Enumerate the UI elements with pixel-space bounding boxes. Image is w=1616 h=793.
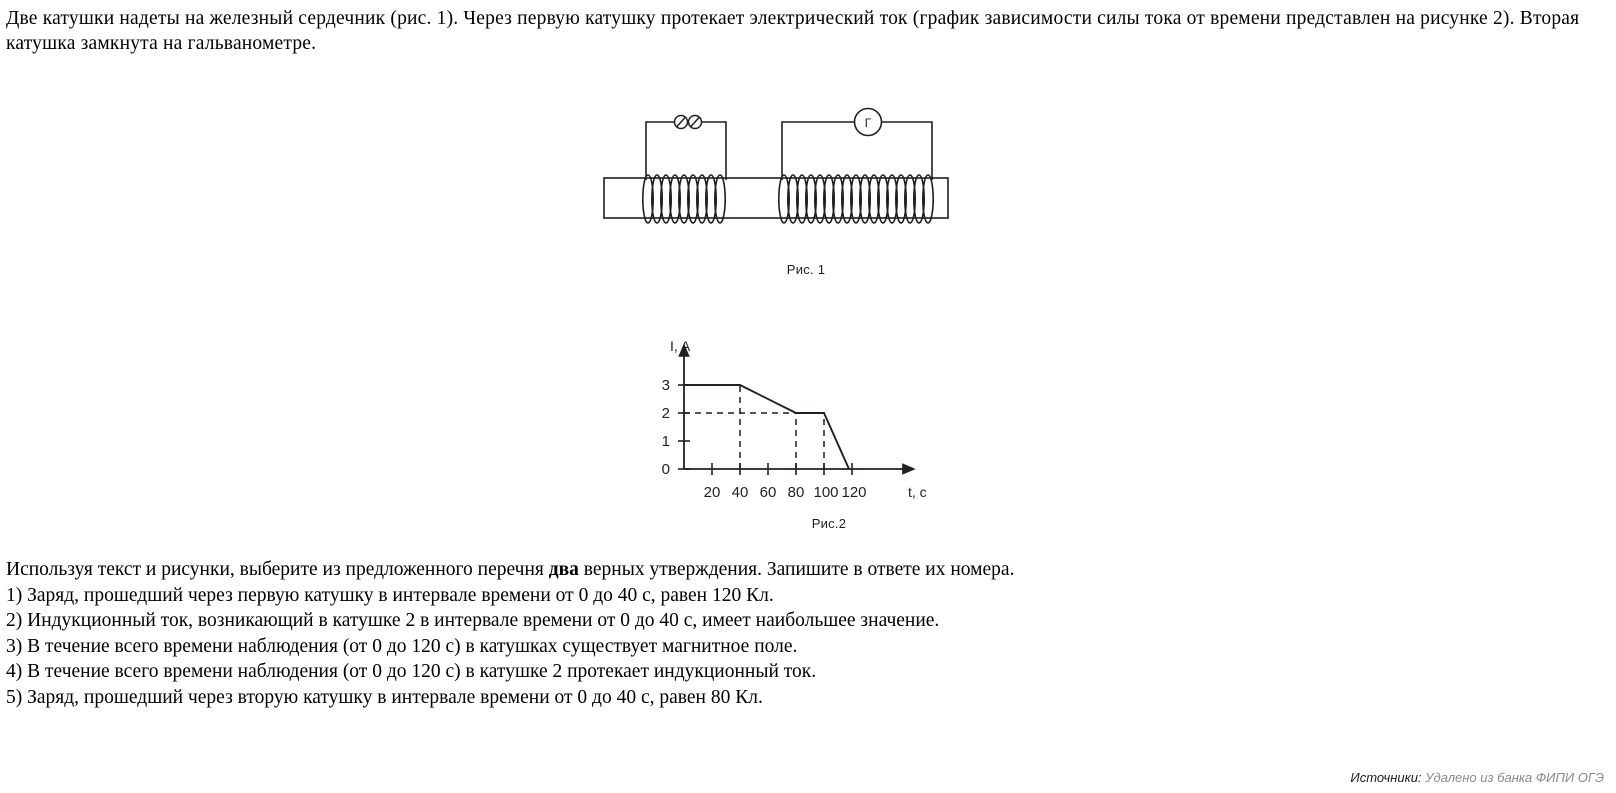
answer-option[interactable]: 4) В течение всего времени наблюдения (от 0 до 120 с) в катушке 2 протекает индукционный ток.: [6, 661, 817, 682]
figure-1-container: [6, 100, 1606, 277]
x-tick-label: 20: [703, 484, 721, 501]
answer-option[interactable]: 1) Заряд, прошедший через первую катушку в интервале времени от 0 до 40 с, равен 120 Кл.: [6, 584, 774, 606]
x-tick-label: 80: [787, 484, 805, 501]
x-tick-labels: [704, 484, 867, 501]
y-tick-labels: [662, 377, 670, 478]
answer-option[interactable]: 2) Индукционный ток, возникающий в катушке 2 в интервале времени от 0 до 40 с, имеет наибольшее значение.: [6, 610, 940, 631]
source-value: Удалено из банка ФИПИ ОГЭ: [1425, 770, 1604, 785]
current-vs-time-chart: [636, 325, 966, 520]
y-tick-label: 2: [661, 405, 670, 422]
y-tick-label: 0: [661, 461, 670, 478]
figure-2-container: [6, 325, 1606, 531]
y-tick-label: 1: [661, 433, 670, 450]
x-tick-label: 40: [731, 484, 749, 501]
answer-option[interactable]: 5) Заряд, прошедший через вторую катушку в интервале времени от 0 до 40 с, равен 80 Кл.: [6, 686, 763, 708]
problem-statement: Две катушки надеты на железный сердечник (рис. 1). Через первую катушку протекает электрический ток (график зависимости силы тока от времени представлен на рисунке 2). Вторая катушка замкнута на гальванометре.: [6, 8, 1580, 54]
x-axis-label: t, c: [908, 484, 927, 500]
x-tick-label: 100: [813, 484, 839, 501]
galvanometer-label: Г: [864, 116, 872, 130]
terminal-icon: [675, 116, 688, 129]
source-label: Источники:: [1350, 770, 1422, 785]
y-tick-label: 3: [661, 377, 670, 394]
question-block: [6, 557, 1606, 710]
answer-option[interactable]: 3) В течение всего времени наблюдения (от 0 до 120 с) в катушках существует магнитное поле.: [6, 635, 798, 657]
question-prompt-part1: Используя текст и рисунки, выберите из предложенного перечня: [6, 559, 549, 580]
terminal-icon: [689, 116, 702, 129]
figure-2-caption: Рис.2: [811, 516, 847, 531]
y-axis-label: I, A: [670, 338, 691, 354]
figure-1-caption: Рис. 1: [786, 262, 826, 277]
x-tick-label: 120: [841, 484, 867, 501]
primary-coil-circuit: [646, 122, 726, 180]
x-tick-label: 60: [759, 484, 777, 501]
question-prompt: [6, 557, 1606, 583]
question-prompt-part2: верных утверждения. Запишите в ответе их номера.: [578, 559, 1015, 580]
source-footer: [1350, 770, 1604, 785]
chart-guide-lines: [684, 385, 824, 469]
question-prompt-emphasis: два: [548, 559, 579, 580]
coils-on-iron-core-diagram: [596, 100, 956, 240]
